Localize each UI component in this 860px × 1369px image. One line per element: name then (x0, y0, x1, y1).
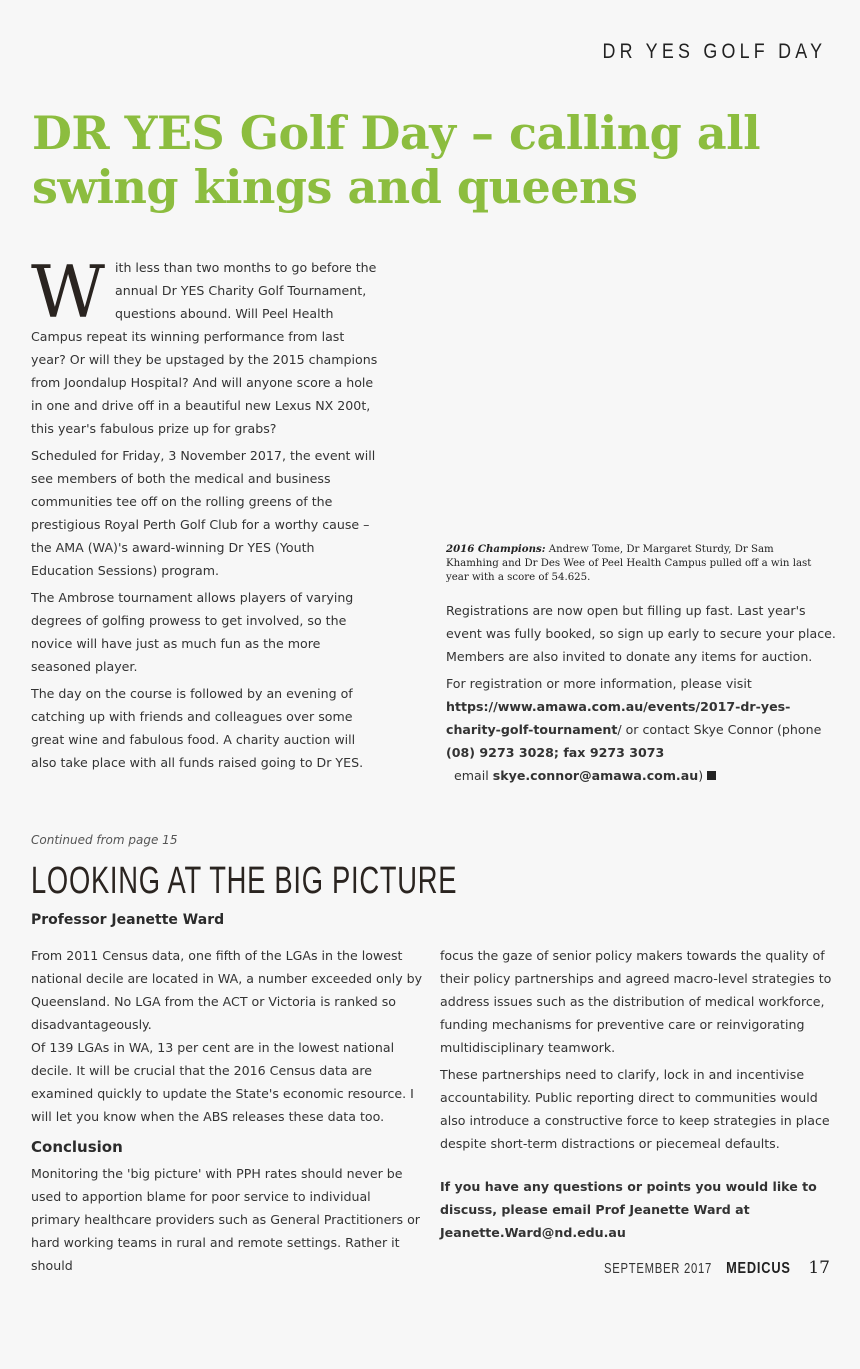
registration-link[interactable]: https://www.amawa.com.au/events/2017-dr-yes-charity-golf-tournament (446, 699, 791, 737)
author-byline: Professor Jeanette Ward (31, 912, 225, 928)
contact-email-link[interactable]: skye.connor@amawa.com.au (492, 768, 699, 783)
text: email (446, 768, 493, 783)
paragraph: The day on the course is followed by an evening of catching up with friends and colleagues over some great wine and fabulous food. A charity auction will also take place with all funds raised going to Dr YES. (31, 686, 364, 770)
page-footer (568, 1258, 830, 1278)
text: For registration or more information, please visit (446, 676, 752, 691)
caption-lead: 2016 Champions: (446, 543, 546, 555)
phone-fax: (08) 9273 3028; fax 9273 3073 (446, 745, 665, 760)
article-headline (32, 106, 792, 214)
text: / or contact Skye Connor (phone (617, 722, 822, 737)
drop-cap: W (31, 250, 106, 334)
paragraph: focus the gaze of senior policy makers towards the quality of their policy partnerships and agreed macro-level strategies to address issues such as the distribution of medical workforce, funding mechanisms for preventive care or reinvigorating multidisciplinary teamwork. (440, 948, 832, 1055)
intro-paragraph (31, 250, 381, 440)
paragraph: Scheduled for Friday, 3 November 2017, the event will see members of both the medical and business communities tee off on the rolling greens of the prestigious Royal Perth Golf Club for a worthy cause – the AMA (WA)'s award-winning Dr YES (Youth Education Sessions) program. (31, 448, 376, 578)
contact-paragraph: If you have any questions or points you would like to discuss, please email Prof Jeanette Ward at Jeanette.Ward@nd.edu.au (440, 1179, 817, 1240)
paragraph: These partnerships need to clarify, lock in and incentivise accountability. Public reporting direct to communities would also introduce a constructive force to keep strategies in place despite short-term distractions or piecemeal defaults. (440, 1067, 830, 1151)
article-2-body-left (31, 944, 423, 1277)
caption-text: Andrew Tome, Dr Margaret Sturdy, Dr Sam Khamhing and Dr Des Wee of Peel Health Campus pulled off a win last year with a score of 54.625. (446, 544, 812, 583)
text: ) (698, 768, 704, 783)
section-tag: DR YES GOLF DAY (602, 40, 826, 63)
page-number: 17 (808, 1258, 830, 1278)
intro-text: ith less than two months to go before the annual Dr YES Charity Golf Tournament, questions abound. Will Peel Health Campus repeat its winning performance from last year? Or will they be upstaged by the 2015 champions from Joondalup Hospital? And will anyone score a hole in one and drive off in a beautiful new Lexus NX 200t, this year's fabulous prize up for grabs? (31, 260, 378, 436)
article-2-headline: LOOKING AT THE BIG PICTURE (31, 860, 458, 902)
paragraph: The Ambrose tournament allows players of varying degrees of golfing prowess to get involved, so the novice will have just as much fun as the more seasoned player. (31, 590, 354, 674)
issue-date: SEPTEMBER 2017 (603, 1260, 712, 1277)
continued-note: Continued from page 15 (31, 833, 178, 847)
article-2-body-right (440, 944, 832, 1248)
article-body-left (31, 250, 381, 778)
article-body-right (446, 599, 836, 791)
paragraph: From 2011 Census data, one fifth of the LGAs in the lowest national decile are located in WA, a number exceeded only by Queensland. No LGA from the ACT or Victoria is ranked so disadvantageously. (31, 948, 423, 1032)
headline-line-2: swing kings and queens (32, 160, 638, 214)
registration-paragraph (446, 672, 836, 787)
photo-caption (446, 542, 826, 585)
paragraph: Registrations are now open but filling up fast. Last year's event was fully booked, so sign up early to secure your place. Members are also invited to donate any items for auction. (446, 603, 836, 664)
paragraph: Of 139 LGAs in WA, 13 per cent are in the lowest national decile. It will be crucial that the 2016 Census data are examined quickly to update the State's economic resource. I will let you know when the ABS releases these data too. (31, 1040, 414, 1124)
magazine-name: MEDICUS (725, 1260, 791, 1277)
conclusion-heading: Conclusion (31, 1138, 123, 1156)
paragraph: Monitoring the 'big picture' with PPH rates should never be used to apportion blame for poor service to individual primary healthcare providers such as General Practitioners or hard working teams in rural and remote settings. Rather it should (31, 1166, 420, 1273)
end-mark-icon (707, 771, 716, 780)
headline-line-1: DR YES Golf Day – calling all (32, 106, 761, 160)
